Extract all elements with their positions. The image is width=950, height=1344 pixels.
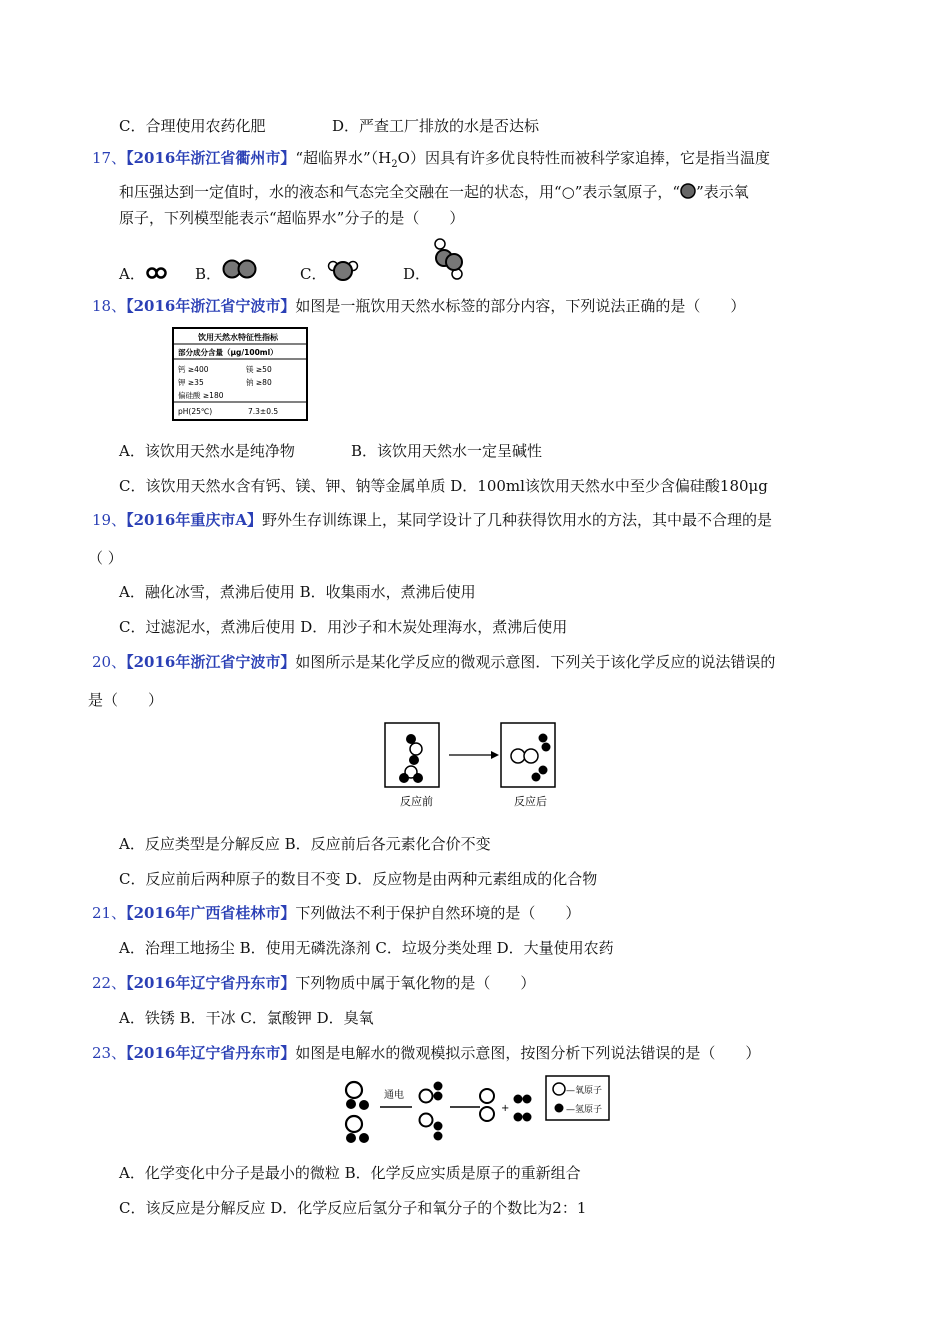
q18-text: 如图是一瓶饮用天然水标签的部分内容，下列说法正确的是（ ）	[295, 297, 746, 315]
subscript: 2	[391, 159, 398, 170]
label-calcium: 钙 ≥400	[178, 365, 209, 374]
q16-option-c: C．合理使用农药化肥	[119, 117, 266, 135]
q19-stem	[92, 510, 772, 530]
q21-text: 下列做法不利于保护自然环境的是（ ）	[295, 904, 581, 922]
q23-text: 如图是电解水的微观模拟示意图，按图分析下列说法错误的是（ ）	[295, 1044, 761, 1062]
q20-options-cd: C．反应前后两种原子的数目不变 D．反应物是由两种元素组成的化合物	[119, 870, 598, 888]
legend-hydrogen-atom: —氢原子	[566, 1105, 603, 1115]
q23-stem	[92, 1043, 760, 1063]
q17-model-a	[146, 266, 168, 280]
oxygen-atom-icon	[680, 183, 696, 199]
q17-stem-line2	[119, 182, 749, 202]
q17-option-a-label: A．	[119, 265, 145, 283]
question-source: 【2016年辽宁省丹东市】	[126, 974, 296, 992]
question-number: 19、	[92, 511, 127, 529]
q22-stem	[92, 973, 535, 993]
q20-stem-line2: 是（ ）	[88, 691, 164, 709]
after-label: 反应后	[514, 795, 547, 808]
q18-option-a: A．该饮用天然水是纯净物	[119, 442, 295, 460]
q18-option-b: B．该饮用天然水一定呈碱性	[351, 442, 543, 460]
q18-options-cd: C．该饮用天然水含有钙、镁、钾、钠等金属单质 D．100ml该饮用天然水中至少含偏硅酸180μg	[119, 477, 768, 495]
question-source: 【2016年浙江省宁波市】	[126, 297, 296, 315]
question-source: 【2016年浙江省宁波市】	[126, 653, 296, 671]
q17-text: ”表示氧	[696, 183, 749, 201]
label-title: 饮用天然水特征性指标	[198, 333, 278, 342]
question-source: 【2016年浙江省衢州市】	[126, 149, 296, 167]
q17-text: “超临界水”（H	[295, 149, 392, 167]
label-magnesium: 镁 ≥50	[246, 365, 272, 374]
q17-text: O）因具有许多优良特性而被科学家追捧，它是指当温度	[397, 149, 770, 167]
q19-text: 野外生存训练课上，某同学设计了几种获得饮用水的方法，其中最不合理的是	[261, 511, 772, 529]
q20-options-ab: A．反应类型是分解反应 B．反应前后各元素化合价不变	[119, 835, 491, 853]
q16-option-d: D．严查工厂排放的水是否达标	[332, 117, 540, 135]
label-sodium: 钠 ≥80	[246, 378, 272, 387]
q20-stem	[92, 652, 775, 672]
before-label: 反应前	[400, 795, 433, 808]
q21-stem	[92, 903, 580, 923]
question-source: 【2016年辽宁省丹东市】	[126, 1044, 296, 1062]
q17-option-d-label: D．	[403, 265, 431, 283]
question-number: 21、	[92, 904, 127, 922]
label-ph-value: 7.3±0.5	[248, 407, 279, 416]
plus-sign: +	[501, 1103, 510, 1114]
q19-paren: （ ）	[88, 549, 123, 567]
q20-text: 如图所示是某化学反应的微观示意图．下列关于该化学反应的说法错误的	[295, 653, 776, 671]
label-metasilicic-acid: 偏硅酸 ≥180	[178, 391, 224, 400]
q22-options: A．铁锈 B．干冰 C．氯酸钾 D．臭氧	[119, 1009, 374, 1027]
legend-oxygen-atom: —氧原子	[566, 1086, 603, 1096]
question-source: 【2016年重庆市A】	[126, 511, 262, 529]
water-label-figure	[172, 327, 308, 421]
question-number: 22、	[92, 974, 127, 992]
q22-text: 下列物质中属于氧化物的是（ ）	[295, 974, 536, 992]
q19-options-cd: C．过滤泥水，煮沸后使用 D．用沙子和木炭处理海水，煮沸后使用	[119, 618, 568, 636]
q23-options-ab: A．化学变化中分子是最小的微粒 B．化学反应实质是原子的重新组合	[119, 1164, 581, 1182]
question-number: 20、	[92, 653, 127, 671]
q19-options-ab: A．融化冰雪，煮沸后使用 B．收集雨水，煮沸后使用	[119, 583, 476, 601]
label-unit: 部分成分含量（μg/100ml）	[178, 348, 278, 357]
q21-options: A．治理工地扬尘 B．使用无磷洗涤剂 C．垃圾分类处理 D．大量使用农药	[119, 939, 614, 957]
q17-stem-line3: 原子，下列模型能表示“超临界水”分子的是（ ）	[119, 209, 465, 227]
q17-model-d	[430, 236, 468, 282]
q18-stem	[92, 296, 745, 316]
label-ph-key: pH(25℃)	[178, 407, 213, 416]
label-potassium: 钾 ≥35	[178, 378, 204, 387]
q17-stem-line1	[92, 148, 770, 175]
reaction-diagram	[383, 720, 569, 810]
q23-options-cd: C．该反应是分解反应 D．化学反应后氢分子和氧分子的个数比为2：1	[119, 1199, 587, 1217]
q17-model-b	[222, 258, 258, 280]
question-number: 23、	[92, 1044, 127, 1062]
electrolysis-arrow-label: 通电	[384, 1090, 404, 1101]
question-source: 【2016年广西省桂林市】	[126, 904, 296, 922]
q17-option-b-label: B．	[195, 265, 222, 283]
question-number: 18、	[92, 297, 127, 315]
q17-option-c-label: C．	[300, 265, 327, 283]
question-number: 17、	[92, 149, 127, 167]
electrolysis-diagram	[340, 1074, 612, 1150]
q17-text: 和压强达到一定值时，水的液态和气态完全交融在一起的状态，用“○”表示氢原子，“	[119, 183, 681, 201]
q17-model-c	[326, 258, 360, 282]
